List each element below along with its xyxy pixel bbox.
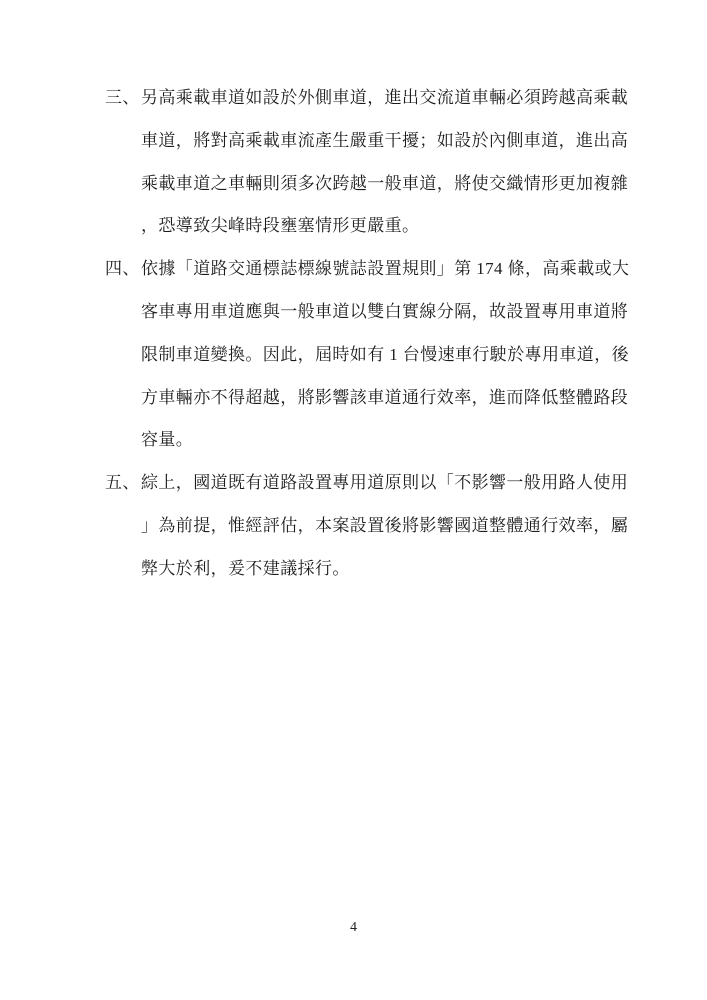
paragraph-4 (105, 248, 630, 462)
paragraph-line: 綜上，國道既有道路設置專用道原則以「不影響一般用路人使用 (141, 473, 629, 493)
paragraph-line: 另高乘載車道如設於外側車道，進出交流道車輛必須跨越高乘載 (141, 88, 629, 107)
paragraph-line: 乘載車道之車輛則須多次跨越一般車道，將使交織情形更加複雜 (141, 173, 629, 193)
paragraph-line: 客車專用車道應與一般車道以雙白實線分隔，故設置專用車道將 (141, 301, 629, 321)
paragraph-4-label: 四、 (105, 259, 140, 279)
paragraph-3 (105, 77, 629, 248)
paragraph-3-label: 三、 (105, 88, 140, 107)
paragraph-line: 車道，將對高乘載車流產生嚴重干擾；如設於內側車道，進出高 (141, 130, 629, 150)
paragraph-line: 限制車道變換。因此，屆時如有 1 台慢速車行駛於專用車道，後 (141, 344, 629, 364)
paragraph-line: 方車輛亦不得超越，將影響該車道通行效率，進而降低整體路段 (141, 387, 629, 407)
page-number: 4 (350, 920, 357, 935)
paragraph-5-lines (141, 462, 629, 590)
paragraph-5-label: 五、 (105, 473, 140, 493)
paragraph-line: 」為前提，惟經評估，本案設置後將影響國道整體通行效率，屬 (141, 515, 629, 535)
paragraph-line: 依據「道路交通標誌標線號誌設置規則」第 174 條，高乘載或大 (141, 259, 630, 279)
paragraph-5 (105, 462, 629, 590)
document-body (105, 77, 630, 591)
paragraph-line: ，恐導致尖峰時段壅塞情形更嚴重。 (141, 216, 420, 236)
paragraph-3-lines (141, 77, 629, 248)
paragraph-line: 容量。 (141, 430, 194, 450)
paragraph-line: 弊大於利，爰不建議採行。 (141, 558, 350, 578)
paragraph-4-lines (141, 248, 630, 462)
